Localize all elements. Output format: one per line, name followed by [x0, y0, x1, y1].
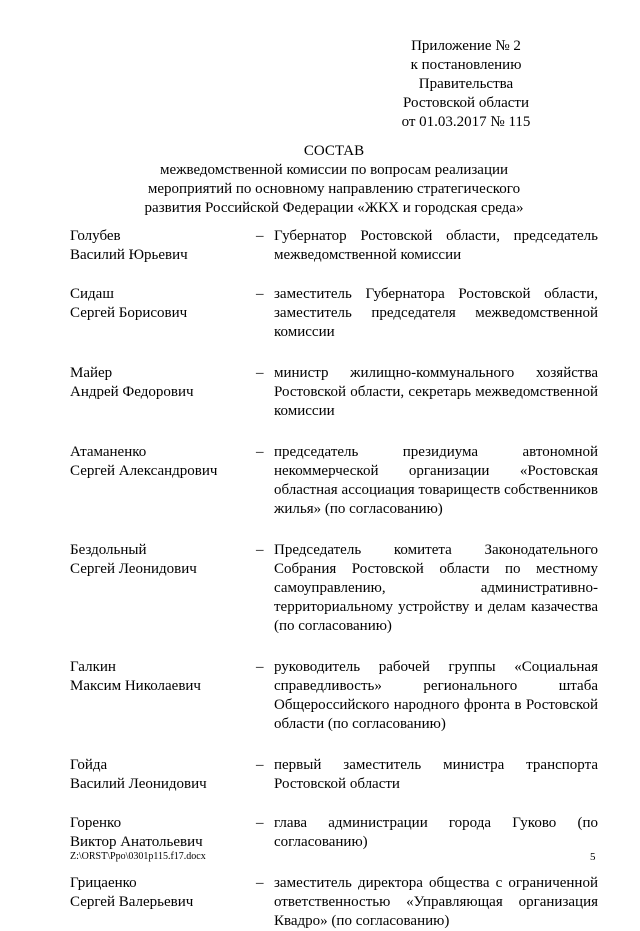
member-surname: Грицаенко [70, 875, 137, 891]
member-role: заместитель директора общества с ограниченной ответственностью «Управляющая организация Квадро» (по согласованию) [274, 875, 598, 929]
member-given-name: Сергей Александрович [70, 463, 218, 479]
member-given-name: Сергей Валерьевич [70, 894, 194, 910]
dash: – [256, 228, 264, 244]
member-role: глава администрации города Гуково (по согласованию) [274, 815, 598, 850]
member-row [70, 443, 598, 519]
member-given-name: Василий Юрьевич [70, 247, 188, 263]
member-surname: Гойда [70, 757, 108, 773]
appendix-line: Приложение № 2 [411, 38, 521, 54]
member-surname: Галкин [70, 659, 116, 675]
member-row [70, 874, 598, 931]
member-row [70, 285, 598, 342]
members-list [70, 227, 598, 931]
member-role: Губернатор Ростовской области, председатель межведомственной комиссии [274, 228, 598, 263]
member-name [70, 227, 256, 265]
member-role: Председатель комитета Законодательного Собрания Ростовской области по местному самоуправлению, административно-территориальному устройству и делам казачества (по согласованию) [274, 542, 598, 634]
dash: – [256, 286, 264, 302]
member-role: председатель президиума автономной некоммерческой организации «Ростовская областная ассоциация товариществ собственников жилья» (по согласованию) [274, 444, 598, 517]
member-name [70, 756, 256, 794]
appendix-line: Правительства [418, 76, 514, 92]
member-name [70, 285, 256, 342]
member-given-name: Василий Леонидович [70, 776, 207, 792]
member-row [70, 541, 598, 636]
dash: – [256, 365, 264, 381]
subtitle-line: мероприятий по основному направлению стратегического [147, 181, 521, 197]
member-name [70, 874, 256, 931]
dash: – [256, 757, 264, 773]
member-row [70, 756, 598, 794]
dash: – [256, 444, 264, 460]
member-role: руководитель рабочей группы «Социальная справедливость» регионального штаба Общероссийского народного фронта в Ростовской области (по согласованию) [274, 659, 598, 732]
dash: – [256, 815, 264, 831]
member-surname: Атаманенко [70, 444, 147, 460]
member-name [70, 814, 256, 852]
appendix-line: от 01.03.2017 № 115 [401, 114, 531, 130]
document-title: СОСТАВ [303, 143, 365, 159]
member-name [70, 364, 256, 421]
dash: – [256, 659, 264, 675]
member-given-name: Андрей Федорович [70, 384, 194, 400]
member-given-name: Максим Николаевич [70, 678, 201, 694]
page-number: 5 [590, 851, 596, 863]
member-role: заместитель Губернатора Ростовской области, заместитель председателя межведомственной комиссии [274, 286, 598, 340]
member-row [70, 658, 598, 734]
member-surname: Голубев [70, 228, 121, 244]
footer-file-path: Z:\ORST\Ppo\0301p115.f17.docx [70, 851, 206, 862]
subtitle-line: межведомственной комиссии по вопросам реализации [159, 162, 509, 178]
member-role: министр жилищно-коммунального хозяйства Ростовской области, секретарь межведомственной комиссии [274, 365, 598, 419]
member-surname: Бездольный [70, 542, 147, 558]
appendix-line: Ростовской области [403, 95, 529, 111]
appendix-line: к постановлению [410, 57, 522, 73]
member-row [70, 814, 598, 852]
member-given-name: Сергей Леонидович [70, 561, 197, 577]
appendix-block [370, 37, 562, 132]
dash: – [256, 875, 264, 891]
member-surname: Майер [70, 365, 113, 381]
member-surname: Сидаш [70, 286, 114, 302]
member-given-name: Сергей Борисович [70, 305, 188, 321]
dash: – [256, 542, 264, 558]
title-block [70, 142, 598, 218]
member-row [70, 227, 598, 265]
subtitle-line: развития Российской Федерации «ЖКХ и городская среда» [144, 200, 524, 216]
member-given-name: Виктор Анатольевич [70, 834, 203, 850]
member-row [70, 364, 598, 421]
member-role: первый заместитель министра транспорта Ростовской области [274, 757, 598, 792]
member-name [70, 658, 256, 734]
member-name [70, 443, 256, 519]
member-name [70, 541, 256, 636]
member-surname: Горенко [70, 815, 122, 831]
